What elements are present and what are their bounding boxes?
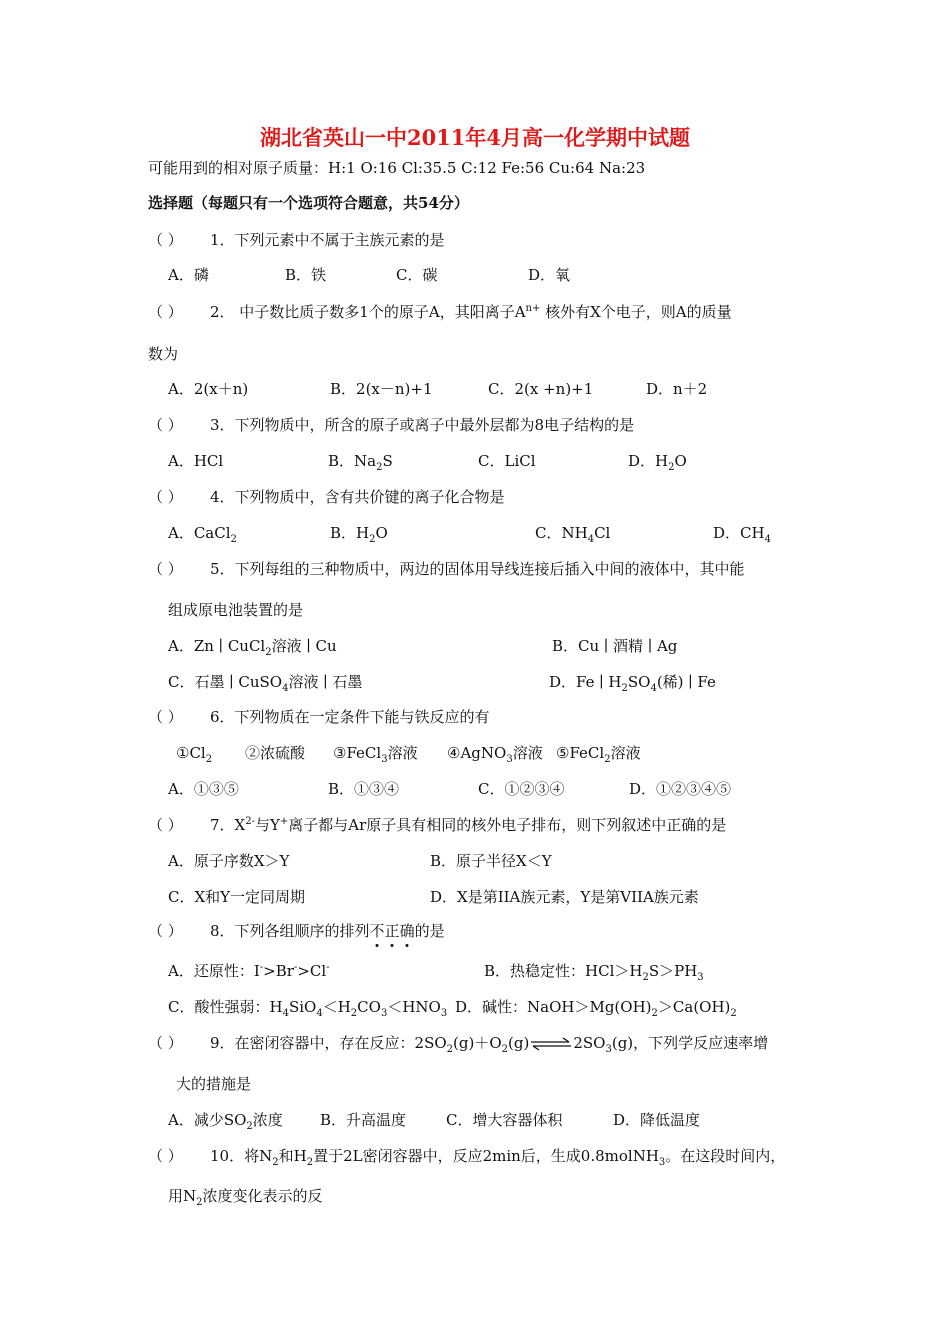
q1-option-d: D．氧	[528, 266, 571, 284]
q5-option-d: D．Fe ∣ $H_2SO_4$(稀) ∣ Fe	[549, 673, 716, 694]
q1-option-a: A．磷	[168, 266, 209, 284]
question-7-stem: （ ） 7．$X^{2-}$与Y+离子都与Ar原子具有相同的核外电子排布，则下列叙述中正确的是	[148, 816, 727, 834]
q7-option-a: A．原子序数X＞Y	[168, 852, 290, 870]
question-1-stem: （ ） 1．下列元素中不属于主族元素的是	[148, 231, 445, 249]
q9-option-a: A．减少$SO_2$浓度	[168, 1111, 283, 1132]
answer-blank: （ ）	[148, 488, 183, 506]
q2-option-d: D．n＋2	[646, 380, 708, 398]
question-3-stem: （ ） 3．下列物质中，所含的原子或离子中最外层都为8电子结构的是	[148, 416, 635, 434]
q8-option-d: D．碱性：$NaOH>Mg(OH)_2>Ca(OH)_2$	[455, 998, 737, 1019]
question-10-stem-cont: 用$N_2$浓度变化表示的反	[168, 1187, 323, 1208]
question-8-stem: （ ） 8．下列各组顺序的排列不正确的是	[148, 922, 445, 940]
q3-option-b: B．$Na_2S$	[328, 452, 393, 473]
question-9-stem: （ ） 9．在密闭容器中，存在反应：$2SO_2(g)+O_2(g)$ $2SO_3(g)$，下列学反应速率增	[148, 1034, 769, 1055]
answer-blank: （ ）	[148, 231, 183, 249]
q9-option-c: C．增大容器体积	[446, 1111, 563, 1129]
q8-option-c: C．酸性强弱：$H_4SiO_4<H_2CO_3<HNO_3$	[168, 998, 448, 1019]
q5-option-b: B．Cu ∣ 酒精 ∣ Ag	[552, 637, 678, 655]
answer-blank: （ ）	[148, 416, 183, 434]
q4-option-c: C．$NH_4Cl$	[535, 524, 611, 545]
answer-blank: （ ）	[148, 922, 183, 940]
q6-option-a: A．①③⑤	[168, 780, 239, 798]
q6-item-5: ⑤FeCl$_2$溶液	[556, 744, 641, 765]
question-2-stem: （ ） 2． 中子数比质子数多1个的原子A，其阳离子$A^{n+}$ 核外有X个电子，则A的质量	[148, 303, 732, 321]
q6-option-c: C．①②③④	[478, 780, 565, 798]
q8-option-a: A．还原性：I->Br->Cl-	[168, 962, 330, 980]
q6-item-3: ③FeCl$_3$溶液	[333, 744, 418, 765]
q2-option-b: B．2(x－n)+1	[330, 380, 433, 398]
question-9-stem-cont: 大的措施是	[176, 1075, 252, 1093]
q5-option-a: A．Zn ∣ CuCl$_2$溶液 ∣ Cu	[168, 637, 337, 658]
q2-option-c: C．2(x +n)+1	[488, 380, 594, 398]
q9-option-b: B．升高温度	[320, 1111, 407, 1129]
atomic-masses-line: 可能用到的相对原子质量：H:1 O:16 Cl:35.5 C:12 Fe:56 Cu:64 Na:23	[148, 159, 646, 177]
q4-option-b: B．$H_2O$	[330, 524, 388, 545]
q9-option-d: D．降低温度	[613, 1111, 701, 1129]
question-6-stem: （ ） 6．下列物质在一定条件下能与铁反应的有	[148, 708, 490, 726]
q4-option-a: A．CaCl$_2$	[168, 524, 237, 545]
question-5-stem: （ ） 5．下列每组的三种物质中，两边的固体用导线连接后插入中间的液体中，其中能	[148, 560, 745, 578]
answer-blank: （ ）	[148, 560, 183, 578]
answer-blank: （ ）	[148, 303, 183, 321]
q6-item-4: ④AgNO$_3$溶液	[447, 744, 543, 765]
emphasis-mark: 不	[369, 922, 385, 940]
reversible-arrow-icon	[529, 1037, 573, 1051]
q3-option-c: C．LiCl	[478, 452, 536, 470]
q6-option-b: B．①③④	[328, 780, 400, 798]
q1-option-c: C．碳	[396, 266, 438, 284]
question-4-stem: （ ） 4．下列物质中，含有共价键的离子化合物是	[148, 488, 505, 506]
q7-option-d: D．X是第IIA族元素，Y是第VIIA族元素	[430, 888, 699, 906]
q4-option-d: D．$CH_4$	[713, 524, 771, 545]
question-10-stem: （ ） 10．将$N_2$和$H_2$置于2L密闭容器中，反应2min后，生成0.8molNH$_3$。在这段时间内，	[148, 1147, 786, 1168]
section-heading: 选择题（每题只有一个选项符合题意，共54分）	[148, 194, 469, 212]
q6-item-2: ②浓硫酸	[245, 744, 306, 762]
q7-option-c: C．X和Y一定同周期	[168, 888, 306, 906]
q6-item-1: $①Cl_2$	[176, 744, 213, 765]
emphasis-mark: 正	[384, 922, 400, 940]
q3-option-d: D．$H_2O$	[628, 452, 687, 473]
question-2-stem-cont: 数为	[148, 345, 179, 363]
question-5-stem-cont: 组成原电池装置的是	[168, 601, 304, 619]
q2-option-a: A．2(x＋n)	[168, 380, 249, 398]
emphasis-mark: 确	[399, 922, 415, 940]
q5-option-c: C．石墨 ∣ CuSO$_4$溶液 ∣ 石墨	[168, 673, 363, 694]
q6-option-d: D．①②③④⑤	[629, 780, 732, 798]
q7-option-b: B．原子半径X＜Y	[430, 852, 552, 870]
answer-blank: （ ）	[148, 708, 183, 726]
answer-blank: （ ）	[148, 1034, 183, 1052]
q3-option-a: A．HCl	[168, 452, 224, 470]
exam-title: 湖北省英山一中2011年4月高一化学期中试题	[259, 125, 691, 150]
q8-option-b: B．热稳定性：$HCl>H_2S>PH_3$	[484, 962, 704, 983]
q1-option-b: B．铁	[285, 266, 327, 284]
answer-blank: （ ）	[148, 1147, 183, 1165]
answer-blank: （ ）	[148, 816, 183, 834]
